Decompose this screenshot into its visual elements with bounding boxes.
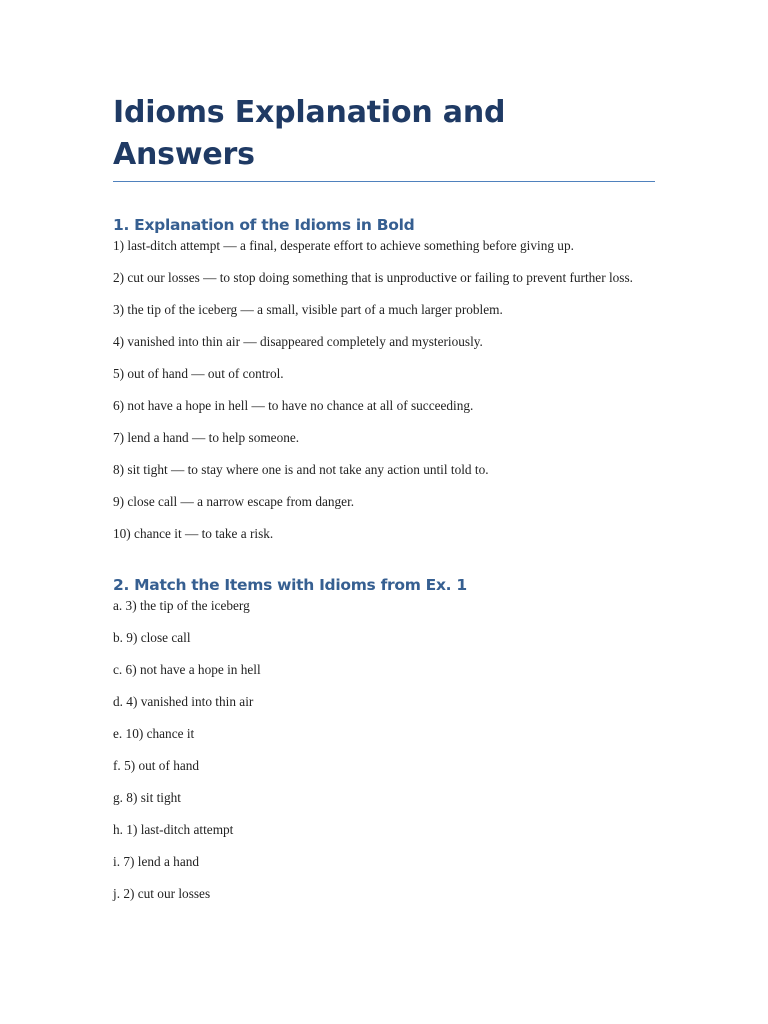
- document-page: [113, 92, 655, 903]
- matching-item: a. 3) the tip of the iceberg: [113, 598, 250, 613]
- matching-item: g. 8) sit tight: [113, 790, 181, 805]
- explanation-item: 6) not have a hope in hell — to have no chance at all of succeeding.: [113, 398, 474, 413]
- document-title: Idioms Explanation and Answers: [113, 92, 655, 182]
- explanation-item: 4) vanished into thin air — disappeared completely and mysteriously.: [113, 334, 483, 349]
- matching-list: [113, 596, 655, 903]
- matching-item: h. 1) last-ditch attempt: [113, 822, 234, 837]
- matching-item: e. 10) chance it: [113, 726, 195, 741]
- matching-item: c. 6) not have a hope in hell: [113, 662, 261, 677]
- matching-item: b. 9) close call: [113, 630, 191, 645]
- explanation-item: 8) sit tight — to stay where one is and not take any action until told to.: [113, 462, 489, 477]
- section-heading-matching: 2. Match the Items with Idioms from Ex. 1: [113, 576, 467, 594]
- matching-item: d. 4) vanished into thin air: [113, 694, 254, 709]
- explanation-item: 7) lend a hand — to help someone.: [113, 430, 300, 445]
- explanation-item: 5) out of hand — out of control.: [113, 366, 284, 381]
- matching-item: f. 5) out of hand: [113, 758, 200, 773]
- explanations-list: [113, 236, 655, 543]
- explanation-item: 10) chance it — to take a risk.: [113, 526, 274, 541]
- matching-item: j. 2) cut our losses: [113, 886, 211, 901]
- section-heading-explanations: 1. Explanation of the Idioms in Bold: [113, 216, 415, 234]
- explanation-item: 2) cut our losses — to stop doing something that is unproductive or failing to prevent further loss.: [113, 270, 633, 285]
- explanation-item: 3) the tip of the iceberg — a small, visible part of a much larger problem.: [113, 302, 503, 317]
- explanation-item: 1) last-ditch attempt — a final, desperate effort to achieve something before giving up.: [113, 238, 574, 253]
- matching-item: i. 7) lend a hand: [113, 854, 200, 869]
- explanation-item: 9) close call — a narrow escape from danger.: [113, 494, 355, 509]
